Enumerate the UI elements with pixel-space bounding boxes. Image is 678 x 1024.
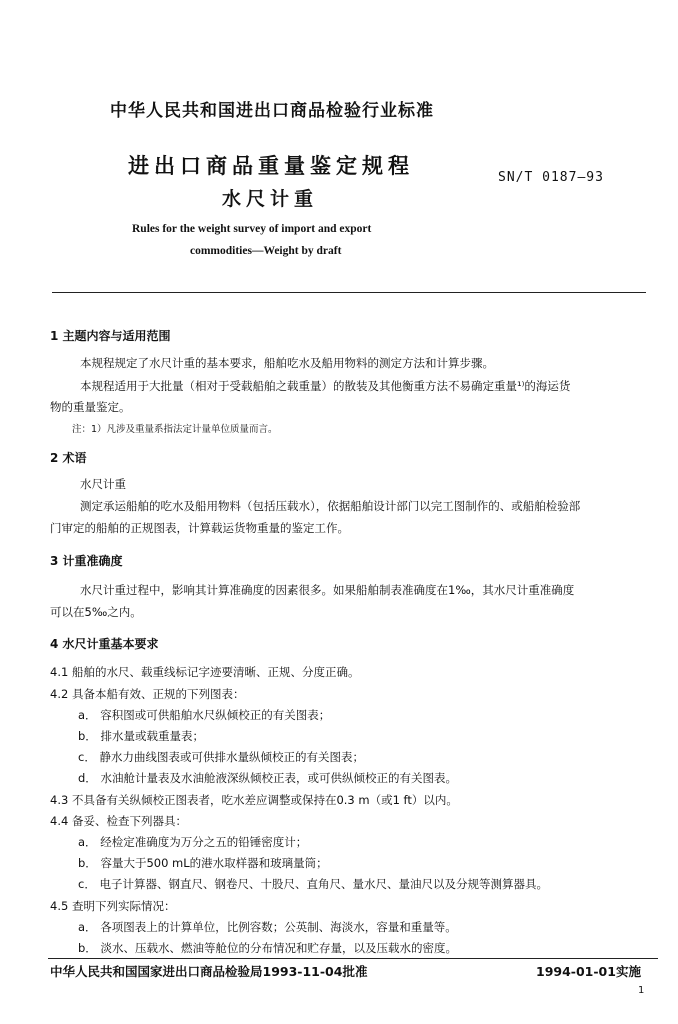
clause-4-3: 4.3 不具备有关纵倾校正图表者，吃水差应调整或保持在0.3 m（或1 ft）以内。 — [50, 793, 458, 807]
section-1-paragraph-1: 本规程规定了水尺计重的基本要求，船舶吃水及船用物料的测定方法和计算步骤。 — [80, 356, 494, 370]
term-definition: 测定承运船舶的吃水及船用物料（包括压载水），依据船舶设计部门以完工图制作的、或船舶检验部 — [80, 499, 581, 513]
organization-name: 中华人民共和国进出口商品检验行业标准 — [110, 101, 434, 121]
section-4-heading: 4 水尺计重基本要求 — [50, 637, 159, 651]
document-subtitle: 水尺计重 — [222, 188, 319, 210]
section-2-heading: 2 术语 — [50, 451, 87, 465]
section-3-heading: 3 计重准确度 — [50, 554, 123, 568]
page-number: 1 — [638, 985, 645, 996]
clause-4-2-a: a． 容积图或可供船舶水尺纵倾校正的有关图表； — [78, 708, 331, 722]
header-divider — [52, 292, 646, 293]
english-title-line2: commodities—Weight by draft — [190, 245, 342, 257]
section-1-paragraph-2-cont: 物的重量鉴定。 — [50, 400, 131, 414]
section-1-note: 注：1）凡涉及重量系指法定计量单位质量而言。 — [72, 424, 278, 435]
clause-4-4-a: a． 经检定准确度为万分之五的铅锤密度计； — [78, 835, 308, 849]
clause-4-5-a: a． 各项图表上的计算单位，比例容数；公英制、海淡水，容量和重量等。 — [78, 920, 457, 934]
clause-4-2-b: b． 排水量或载重量表； — [78, 729, 204, 743]
section-3-paragraph: 水尺计重过程中，影响其计算准确度的因素很多。如果船舶制表准确度在1‰，其水尺计重准确度 — [80, 583, 575, 597]
section-1-paragraph-2: 本规程适用于大批量（相对于受载船舶之载重量）的散装及其他衡重方法不易确定重量¹⁾的海运货 — [80, 379, 571, 393]
term-name: 水尺计重 — [80, 477, 126, 491]
footer-divider — [48, 958, 658, 959]
effective-date: 1994-01-01实施 — [536, 964, 641, 979]
term-definition-cont: 门审定的船舶的正规图表，计算载运货物重量的鉴定工作。 — [50, 521, 349, 535]
document-title: 进出口商品重量鉴定规程 — [128, 154, 414, 178]
clause-4-2-d: d． 水油舱计量表及水油舱液深纵倾校正表，或可供纵倾校正的有关图表。 — [78, 771, 457, 785]
english-title-line1: Rules for the weight survey of import and export — [132, 223, 372, 235]
clause-4-5-b: b． 淡水、压载水、燃油等舱位的分布情况和贮存量，以及压载水的密度。 — [78, 941, 457, 955]
clause-4-1: 4.1 船舶的水尺、载重线标记字迹要清晰、正规、分度正确。 — [50, 665, 360, 679]
clause-4-5: 4.5 查明下列实际情况： — [50, 899, 176, 913]
standard-code: SN/T 0187—93 — [498, 170, 604, 185]
clause-4-2-c: c． 静水力曲线图表或可供排水量纵倾校正的有关图表； — [78, 750, 364, 764]
clause-4-2: 4.2 具备本船有效、正规的下列图表： — [50, 687, 245, 701]
section-3-paragraph-cont: 可以在5‰之内。 — [50, 605, 142, 619]
approval-statement: 中华人民共和国国家进出口商品检验局1993-11-04批准 — [50, 964, 368, 979]
section-1-heading: 1 主题内容与适用范围 — [50, 329, 171, 343]
clause-4-4-c: c． 电子计算器、钢直尺、钢卷尺、十股尺、直角尺、量水尺、量油尺以及分规等测算器具。 — [78, 877, 548, 891]
clause-4-4: 4.4 备妥、检查下列器具： — [50, 814, 187, 828]
clause-4-4-b: b． 容量大于500 mL的港水取样器和玻璃量筒； — [78, 856, 328, 870]
